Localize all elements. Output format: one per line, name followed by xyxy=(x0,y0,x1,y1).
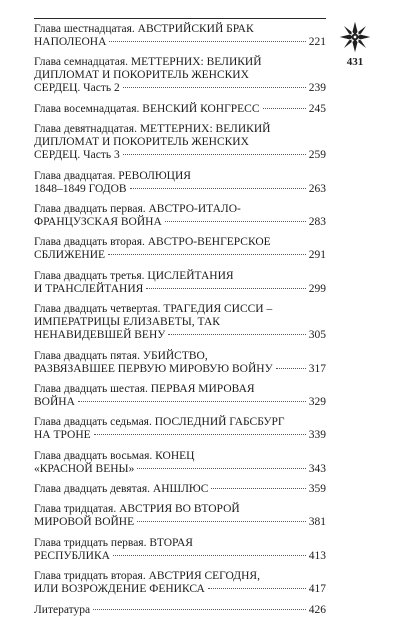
toc-entry-last-line xyxy=(34,183,326,196)
dot-leader xyxy=(130,188,306,189)
toc-entry-text: 1848–1849 ГОДОВ xyxy=(34,182,127,195)
dot-leader xyxy=(211,488,305,489)
toc-entry-text: СЕРДЕЦ. Часть 2 xyxy=(34,82,120,95)
toc-entry-text: ИМПЕРАТРИЦЫ ЕЛИЗАВЕТЫ, ТАК xyxy=(34,316,220,329)
toc-entry-line xyxy=(34,416,326,429)
toc-page-number: 329 xyxy=(308,395,326,408)
table-of-contents xyxy=(34,23,326,624)
toc-entry-last-line xyxy=(34,463,326,476)
toc-entry xyxy=(34,303,326,342)
dot-leader xyxy=(93,609,306,610)
dot-leader xyxy=(165,221,306,222)
toc-page-number: 317 xyxy=(308,362,326,375)
toc-entry-text: «КРАСНОЙ ВЕНЫ» xyxy=(34,462,135,475)
toc-entry-text: Глава двадцать вторая. АВСТРО-ВЕНГЕРСКОЕ xyxy=(34,236,271,249)
toc-entry xyxy=(34,450,326,476)
toc-page-number: 283 xyxy=(308,215,326,228)
toc-entry-line xyxy=(34,383,326,396)
toc-entry-line xyxy=(34,316,326,329)
toc-entry-last-line xyxy=(34,363,326,376)
toc-entry-last-line xyxy=(34,103,326,116)
toc-page-number: 343 xyxy=(308,462,326,475)
toc-entry-last-line xyxy=(34,283,326,296)
toc-entry xyxy=(34,236,326,262)
dot-leader xyxy=(168,334,305,335)
toc-entry xyxy=(34,123,326,162)
toc-entry-text: Глава восемнадцатая. ВЕНСКИЙ КОНГРЕСС xyxy=(34,102,260,115)
toc-page-number: 263 xyxy=(308,182,326,195)
toc-entry-last-line xyxy=(34,429,326,442)
dot-leader xyxy=(146,288,305,289)
toc-page-number: 245 xyxy=(308,102,326,115)
toc-entry-text: НЕНАВИДЕВШЕЙ ВЕНУ xyxy=(34,329,166,342)
toc-entry-text: ФРАНЦУЗСКАЯ ВОЙНА xyxy=(34,215,162,228)
toc-page-number: 417 xyxy=(308,583,326,596)
toc-entry-text: ДИПЛОМАТ И ПОКОРИТЕЛЬ ЖЕНСКИХ xyxy=(34,69,249,82)
toc-entry xyxy=(34,383,326,409)
dot-leader xyxy=(123,154,306,155)
toc-page-number: 426 xyxy=(308,603,326,616)
toc-entry-last-line xyxy=(34,82,326,95)
toc-entry-text: Глава двадцать пятая. УБИЙСТВО, xyxy=(34,349,208,362)
toc-entry-text: МИРОВОЙ ВОЙНЕ xyxy=(34,516,135,529)
dot-leader xyxy=(108,254,306,255)
toc-entry-last-line xyxy=(34,550,326,563)
toc-page-number: 259 xyxy=(308,149,326,162)
toc-entry-text: Глава тридцать первая. ВТОРАЯ xyxy=(34,536,193,549)
toc-entry-text: ВОЙНА xyxy=(34,395,75,408)
toc-entry-line xyxy=(34,570,326,583)
toc-entry-text: Литература xyxy=(34,603,91,616)
toc-page-number: 413 xyxy=(308,549,326,562)
toc-entry-last-line xyxy=(34,516,326,529)
toc-entry-line xyxy=(34,123,326,136)
toc-entry xyxy=(34,23,326,49)
toc-entry-last-line xyxy=(34,583,326,596)
toc-page-number: 339 xyxy=(308,429,326,442)
toc-entry-text: Глава двадцать первая. АВСТРО-ИТАЛО- xyxy=(34,202,241,215)
toc-entry xyxy=(34,483,326,496)
toc-entry-text: Глава двадцать четвертая. ТРАГЕДИЯ СИССИ – xyxy=(34,303,273,316)
toc-page-number: 291 xyxy=(308,249,326,262)
dot-leader xyxy=(208,588,306,589)
page-number: 431 xyxy=(346,56,364,68)
toc-entry-text: РАЗВЯЗАВШЕЕ ПЕРВУЮ МИРОВУЮ ВОЙНУ xyxy=(34,362,273,375)
dot-leader xyxy=(137,468,305,469)
toc-entry-line xyxy=(34,270,326,283)
toc-entry-line xyxy=(34,450,326,463)
dot-leader xyxy=(109,41,305,42)
toc-entry-last-line xyxy=(34,483,326,496)
toc-entry-last-line xyxy=(34,216,326,229)
toc-entry-line xyxy=(34,203,326,216)
dot-leader xyxy=(94,434,306,435)
toc-entry-line xyxy=(34,236,326,249)
toc-entry-line xyxy=(34,537,326,550)
toc-entry-line xyxy=(34,303,326,316)
toc-entry-text: Глава тридцатая. АВСТРИЯ ВО ВТОРОЙ xyxy=(34,503,240,516)
toc-entry xyxy=(34,203,326,229)
top-rule xyxy=(34,18,326,19)
toc-entry-last-line xyxy=(34,36,326,49)
toc-entry-last-line xyxy=(34,149,326,162)
toc-page-number: 239 xyxy=(308,82,326,95)
toc-entry-text: НАПОЛЕОНА xyxy=(34,36,107,48)
edelweiss-ornament-icon xyxy=(338,20,372,54)
toc-entry-text: И ТРАНСЛЕЙТАНИЯ xyxy=(34,282,144,295)
toc-entry-line xyxy=(34,136,326,149)
toc-entry-text: Глава двадцать девятая. АНШЛЮС xyxy=(34,483,209,496)
toc-entry-text: РЕСПУБЛИКА xyxy=(34,549,110,562)
dot-leader xyxy=(78,401,306,402)
toc-entry-last-line xyxy=(34,604,326,617)
toc-entry-line xyxy=(34,170,326,183)
toc-entry xyxy=(34,503,326,529)
toc-entry xyxy=(34,537,326,563)
toc-page-number: 221 xyxy=(308,36,326,48)
dot-leader xyxy=(263,108,306,109)
toc-page-number: 381 xyxy=(308,516,326,529)
toc-entry xyxy=(34,270,326,296)
toc-entry-line xyxy=(34,23,326,36)
toc-entry-text: ДИПЛОМАТ И ПОКОРИТЕЛЬ ЖЕНСКИХ xyxy=(34,136,249,149)
dot-leader xyxy=(113,555,306,556)
toc-entry-last-line xyxy=(34,329,326,342)
toc-entry-text: Глава двадцатая. РЕВОЛЮЦИЯ xyxy=(34,169,191,182)
toc-entry xyxy=(34,103,326,116)
toc-page-number: 359 xyxy=(308,483,326,496)
toc-entry-text: Глава девятнадцатая. МЕТТЕРНИХ: ВЕЛИКИЙ xyxy=(34,123,271,136)
toc-entry xyxy=(34,604,326,617)
toc-page-number: 305 xyxy=(308,329,326,342)
toc-entry-last-line xyxy=(34,249,326,262)
toc-entry xyxy=(34,170,326,196)
toc-entry-text: Глава двадцать шестая. ПЕРВАЯ МИРОВАЯ xyxy=(34,382,255,395)
toc-entry-text: Глава двадцать третья. ЦИСЛЕЙТАНИЯ xyxy=(34,269,234,282)
toc-page-number: 299 xyxy=(308,282,326,295)
toc-entry-text: Глава тридцать вторая. АВСТРИЯ СЕГОДНЯ, xyxy=(34,570,260,583)
toc-entry-line xyxy=(34,503,326,516)
toc-entry-text: СЕРДЕЦ. Часть 3 xyxy=(34,149,120,162)
toc-entry-text: Глава двадцать восьмая. КОНЕЦ xyxy=(34,449,195,462)
toc-entry xyxy=(34,350,326,376)
toc-entry-line xyxy=(34,69,326,82)
toc-entry xyxy=(34,56,326,95)
toc-entry-text: ИЛИ ВОЗРОЖДЕНИЕ ФЕНИКСА xyxy=(34,583,205,596)
toc-entry-line xyxy=(34,56,326,69)
toc-entry-last-line xyxy=(34,396,326,409)
toc-entry-text: Глава семнадцатая. МЕТТЕРНИХ: ВЕЛИКИЙ xyxy=(34,56,262,69)
toc-entry xyxy=(34,416,326,442)
dot-leader xyxy=(123,87,306,88)
toc-entry-text: Глава шестнадцатая. АВСТРИЙСКИЙ БРАК xyxy=(34,23,254,35)
toc-entry-text: СБЛИЖЕНИЕ xyxy=(34,249,106,262)
toc-entry-line xyxy=(34,350,326,363)
dot-leader xyxy=(276,368,306,369)
dot-leader xyxy=(137,521,306,522)
toc-entry-text: Глава двадцать седьмая. ПОСЛЕДНИЙ ГАБСБУРГ xyxy=(34,416,285,429)
toc-entry xyxy=(34,570,326,596)
toc-entry-text: НА ТРОНЕ xyxy=(34,429,91,442)
